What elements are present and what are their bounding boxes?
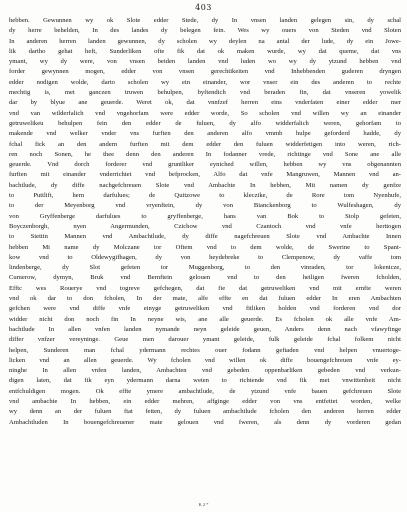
text-line: edder nodigen wolde, darto scholen wy ein einander, wor vnser ein des anderen to rechte: [9, 78, 401, 86]
text-line: differ vnfzer vereyninge. Geue men darouer ymant geleide, fulk geleide fchal folkem nicht: [9, 336, 401, 344]
body-text: [9, 16, 401, 428]
text-line: In anderen herren landen gewunnen, dy scholen wy deylen na antal der lude, dy ein Jowe-: [9, 37, 401, 45]
text-line: dy herre behelden, In des landes dy belegen fein. Wes wy ouers von Steden vnd Sloten: [9, 27, 401, 35]
text-line: kow vnd to Oldewygifhagen, dy von heydebreke to Clempenow, dy vaffe tom: [9, 253, 401, 261]
text-line: Ambachtluden In bouengefchreuener mate gelouen vnd fweren, als denn dy vorderen gedan: [9, 418, 401, 426]
text-line: widder nicht don noch fin In neyne wis, ane alle geuerde. Es fcholen ok alle vnfe Am-: [9, 315, 401, 323]
text-line: lindenberge, dy Slot gefeten tor Muggenborg, to den vinraden, tor lokenicze,: [9, 264, 401, 272]
text-line: vnd van wilderfalich vnd vngehorfam were edder worde, So scholen vnd willen wy an einander: [9, 109, 401, 117]
text-line: fchal fick an den andern furften mit dem edder den fuluen widderfetigen into weren, rich-: [9, 140, 401, 148]
text-line: mechtig is, met ganczen truwen behulpen, byftendich vnd beraden fin, dat vnseren yowelik: [9, 89, 401, 97]
text-line: to Puttlift, hern darfulues; de Quitzowe to kleczike, de Rore tom Nyenhufe,: [9, 192, 401, 200]
text-line: hebben. Gewunnen wy ok Slote edder Stede, dy In vnsen landen gelegen sin, dy schal: [9, 17, 401, 24]
text-line: gefchen were vnd diffe vnfe einyge getruweliken vnd fitliken holden vnd forderen vnd dor: [9, 305, 401, 313]
text-line: to der Meyenborg vnd vryenftein, dy von Bianckenborg to Wulfeshagen, dy: [9, 202, 401, 210]
text-line: wy denn an der fuluen ftat fetten, dy fuluen ambachtlude fcholen den anderen herren edder: [9, 408, 401, 416]
text-line: forder gewynnen mogen, edder von vnsen gerechtikeiten vnd Inhebbenden guderen dryngen: [9, 68, 401, 76]
text-line: digen laten, dat fik eyn ydermann darna weten to richtende vnd fik met vnwittenheit nicht: [9, 377, 401, 385]
text-line: ymant, wy dy were, von vnsen beiden landen vnd luden wo wy dy ytzund hebben vnd: [9, 58, 401, 66]
text-line: lik dartho gehat heft, Sunderliken ofte fik dat ok maken wurde, wy dat queme, dat vns: [9, 47, 401, 55]
text-line: hebben Mi name dy Molczane tor Oftem vnd to dem wolde, de Swerine to Spant-: [9, 243, 401, 251]
text-line: Efftc wes Rouerye vnd togreve gefchegen, dat fie dat getruweliken vnd mit ernfte weren: [9, 284, 401, 292]
text-line: Cumerow, dymyn, Bruk vnd Bernftein gelouen vnd to den heiligen fweren fcholden,: [9, 274, 401, 282]
text-line: getruwelikeu behulpen fein den edder de fuluen, dy alfo widderfalich weren, gehorfam to: [9, 119, 401, 127]
page-number: 403: [195, 3, 212, 12]
text-line: helpen, Sunderen man fchal ydermann rechtes ouer fodann geftaden vnd helpen vnuertoge-: [9, 346, 401, 354]
text-line: to Stettin Mannen vnd Ambachtlude, dy diffe nagefchreuen Slote vnd Ambachte Innen: [9, 233, 401, 241]
text-line: bachtlude In allen vnfen landen nymande neyn geleide geuen, Anders denn nach vfawyfinge: [9, 325, 401, 333]
text-line: makende vnd welker vnder vns furften den anderen alfo vmmb hulpe geforderd hadde, dy: [9, 130, 401, 138]
text-line: ren noch Sonen, he thee denn den anderen In fodanner vrede, richtinge vnd Sone ane alle: [9, 150, 401, 158]
text-line: vnd ok dar to don fcholen, In der mate, alfe effte en dat fuluen edder In eren Ambachten: [9, 295, 401, 303]
text-line: geuerde. Vnd dorch forderer vnd gruntliker eyniched willen, hebben wy vns obgenannten: [9, 161, 401, 169]
text-line: furften mit einander vnderrichtet vnd befprocken, Alfo dat vnfe Mangruwen, Mannen vnd an-: [9, 171, 401, 179]
text-line: licken vnd an allen geuerde. Wy fcholen vnd willen ok diffe bouengefchreuen vnfe ey-: [9, 356, 401, 364]
text-line: Boyczenborgh, nyen Angermunden, Czichow vnd Czantoch vnd vnfe herttogen: [9, 222, 401, 230]
text-line: vnd ambachte In hebben, ein edder mehren, affginge edder von vns entfettet worden, welke: [9, 397, 401, 405]
text-line: entfchuldigen mogen. Ok effte ymere ambachtlude, de ytzund vnfe bauen gefchreuen Slote: [9, 387, 401, 395]
signature-mark: K 2 *: [198, 502, 209, 507]
text-line: bachtlude, dy diffe nachgefchreuen Slote vnd Ambachte In hebben, Mit namen dy genfze: [9, 181, 401, 189]
text-line: von Gryffenberge darfulues to gryffenberge, hans van Bok to Stolp gefeten,: [9, 212, 401, 220]
text-line: dar by blyue ane geuerde. Weret ok, dat vnnfzef herren eins vnderfaten einer edder mer: [9, 99, 401, 107]
text-line: ninghe In allen vnfen landen, Ambachten vnd gebeden oppenbarliken gebeden vnd verkun-: [9, 367, 401, 375]
